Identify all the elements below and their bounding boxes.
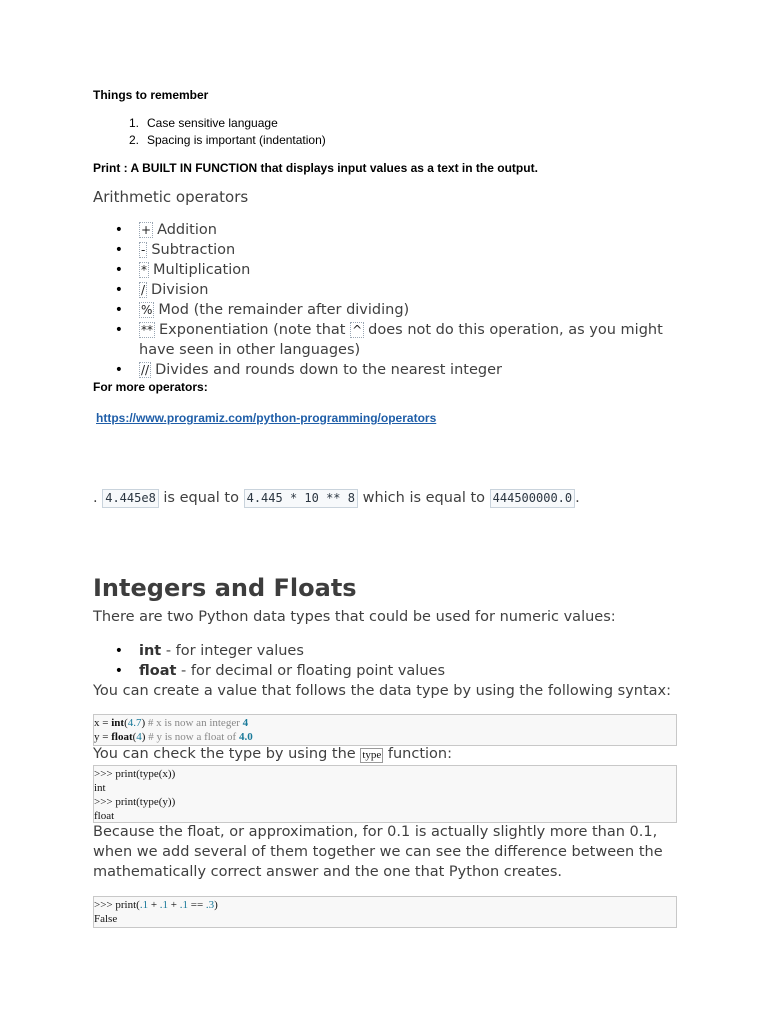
- section-heading: Integers and Floats: [93, 574, 357, 602]
- float-paragraph-line: Because the float, or approximation, for 0.1 is actually slightly more than 0.1,: [93, 824, 658, 840]
- type-function-code: type: [362, 749, 382, 761]
- code-block-casting: x = int(4.7) # x is now an integer 4 y = float(4) # y is now a float of 4.0: [93, 714, 677, 746]
- list-item: •int - for integer values: [93, 641, 304, 661]
- list-item: •+ Addition: [93, 220, 217, 240]
- code-value: 444500000.0: [490, 489, 575, 508]
- list-item: •float - for decimal or floating point values: [93, 661, 445, 681]
- code-block-type: >>> print(type(x)) int >>> print(type(y)) float: [93, 765, 677, 823]
- operators-link[interactable]: https://www.programiz.com/python-programming/operators: [96, 411, 437, 425]
- arithmetic-title: Arithmetic operators: [93, 188, 249, 206]
- list-item: •% Mod (the remainder after dividing): [93, 300, 409, 320]
- list-item: 2. Spacing is important (indentation): [128, 133, 326, 147]
- float-paragraph-line: when we add several of them together we can see the difference between the: [93, 844, 663, 860]
- remember-title: Things to remember: [93, 88, 209, 102]
- section-intro: There are two Python data types that could be used for numeric values:: [93, 609, 616, 625]
- more-operators-label: For more operators:: [93, 380, 208, 394]
- syntax-text: You can create a value that follows the data type by using the following syntax:: [93, 683, 671, 699]
- list-item: •* Multiplication: [93, 260, 250, 280]
- list-item: •- Subtraction: [93, 240, 235, 260]
- list-item-continuation: have seen in other languages): [139, 342, 361, 358]
- code-value: 4.445e8: [102, 489, 159, 508]
- list-item: •/ Division: [93, 280, 209, 300]
- list-item: 1. Case sensitive language: [128, 116, 278, 130]
- float-paragraph-line: mathematically correct answer and the one that Python creates.: [93, 864, 562, 880]
- sci-notation-line: . 4.445e8 is equal to 4.445 * 10 ** 8 which is equal to 444500000.0 .: [93, 490, 580, 506]
- list-item: •** Exponentiation (note that ^ does not do this operation, as you might: [93, 320, 663, 340]
- list-item: •// Divides and rounds down to the nearest integer: [93, 360, 502, 380]
- code-block-float-compare: >>> print(.1 + .1 + .1 == .3) False: [93, 896, 677, 928]
- check-type-text: You can check the type by using the type function:: [93, 746, 452, 762]
- print-definition: Print : A BUILT IN FUNCTION that displays input values as a text in the output.: [93, 161, 538, 175]
- code-value: 4.445 * 10 ** 8: [244, 489, 358, 508]
